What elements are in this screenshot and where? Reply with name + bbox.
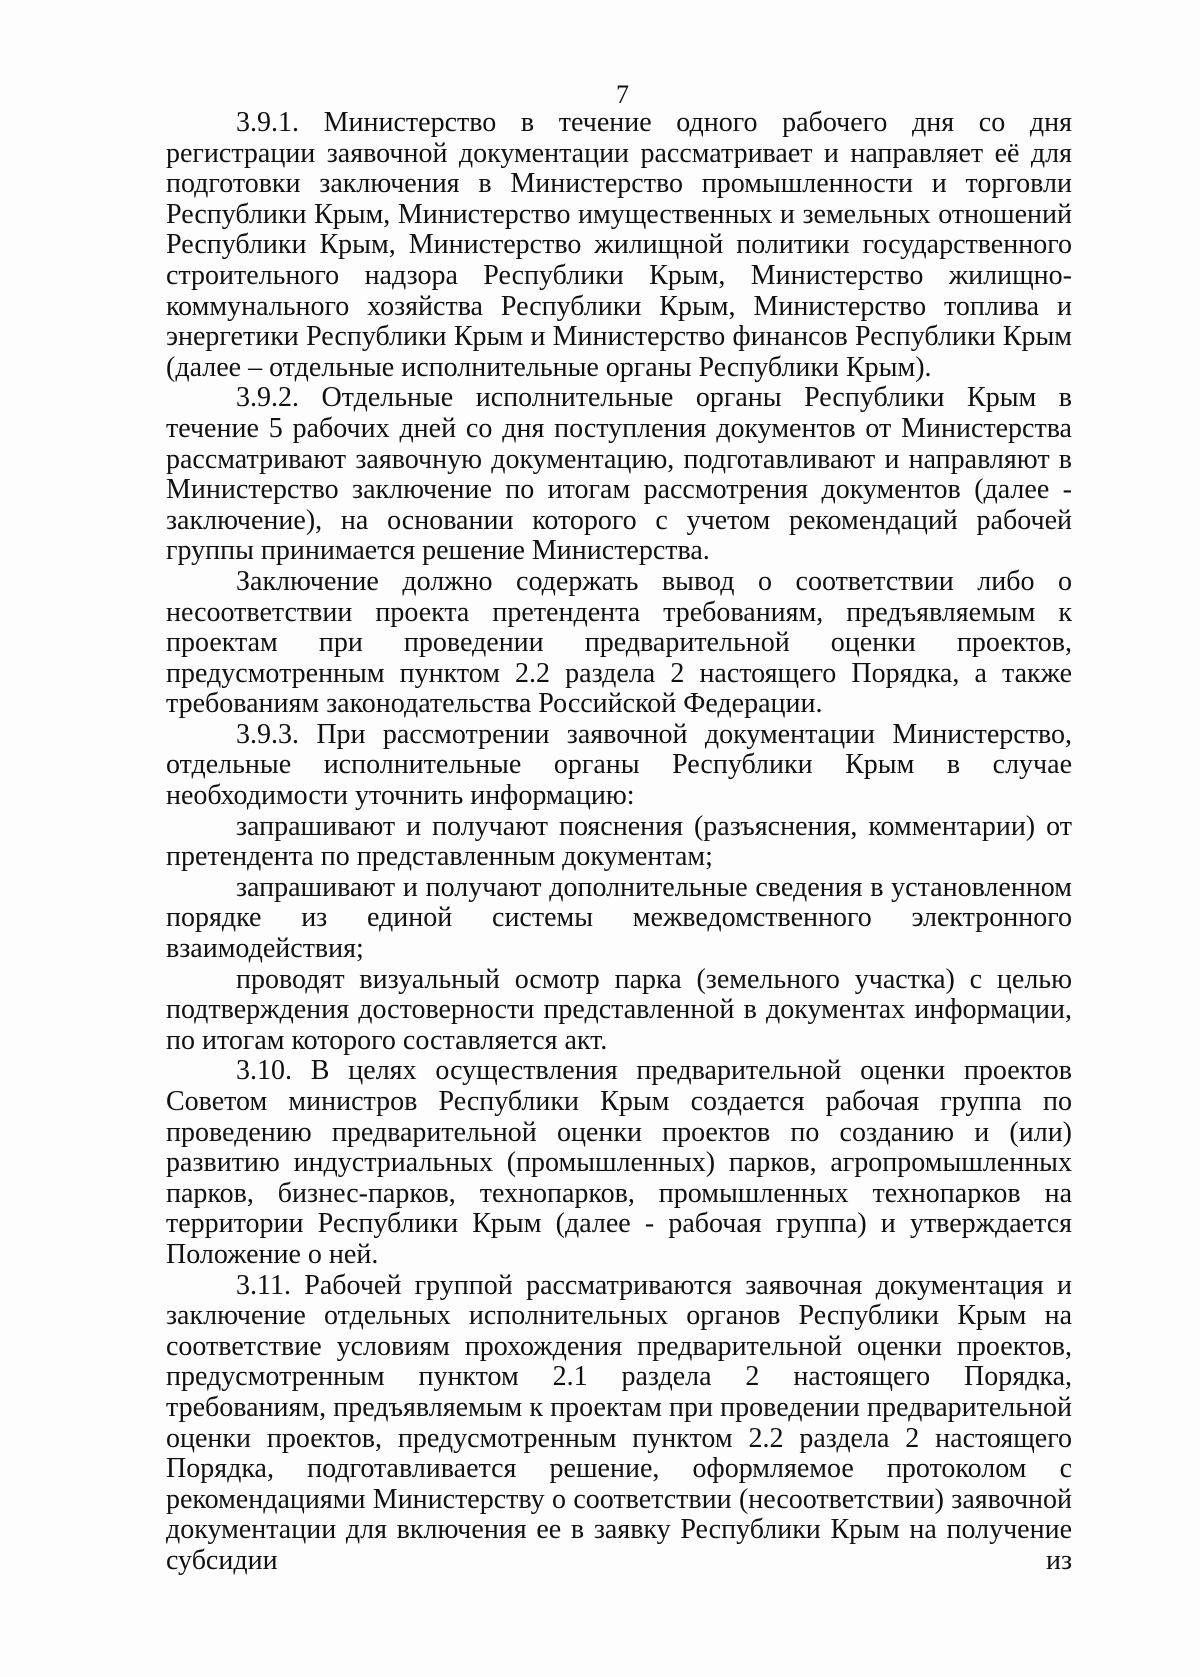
paragraph-3-9-3: 3.9.3. При рассмотрении заявочной документации Министерство, отдельные исполнительные органы Республики Крым в случае необходимости уточнить информацию: (166, 718, 1072, 812)
paragraph-3-10: 3.10. В целях осуществления предварительной оценки проектов Советом министров Республики Крым создается рабочая группа по проведению предварительной оценки проектов по созданию и (или) развитию индустриальных (промышленных) парков, агропромышленных парков, бизнес-парков, технопарков, промышленных технопарков на территории Республики Крым (далее - рабочая группа) и утверждается Положение о ней. (166, 1055, 1072, 1270)
paragraph-conclusion-requirements: Заключение должно содержать вывод о соответствии либо о несоответствии проекта претендента требованиям, предъявляемым к проектам при проведении предварительной оценки проектов, предусмотренным пунктом 2.2 раздела 2 настоящего Порядка, а также требованиям законодательства Российской Федерации. (166, 565, 1072, 720)
document-body (166, 108, 1072, 1577)
paragraph-request-explanations: запрашивают и получают пояснения (разъяснения, комментарии) от претендента по представленным документам; (166, 810, 1072, 873)
paragraph-3-9-1: 3.9.1. Министерство в течение одного рабочего дня со дня регистрации заявочной документации рассматривает и направляет её для подготовки заключения в Министерство промышленности и торговли Республики Крым, Министерство имущественных и земельных отношений Республики Крым, Министерство жилищной политики государственного строительного надзора Республики Крым, Министерство жилищно-коммунального хозяйства Республики Крым, Министерство топлива и энергетики Республики Крым и Министерство финансов Республики Крым (далее – отдельные исполнительные органы Республики Крым). (166, 107, 1072, 383)
page-number: 7 (616, 80, 629, 109)
paragraph-3-11: 3.11. Рабочей группой рассматриваются заявочная документация и заключение отдельных исполнительных органов Республики Крым на соответствие условиям прохождения предварительной оценки проектов, предусмотренным пунктом 2.1 раздела 2 настоящего Порядка, требованиям, предъявляемым к проектам при проведении предварительной оценки проектов, предусмотренным пунктом 2.2 раздела 2 настоящего Порядка, подготавливается решение, оформляемое протоколом с рекомендациями Министерству о соответствии (несоответствии) заявочной документации для включения ее в заявку Республики Крым на получение субсидии из (166, 1269, 1072, 1576)
paragraph-request-additional-info: запрашивают и получают дополнительные сведения в установленном порядке из единой системы межведомственного электронного взаимодействия; (166, 871, 1072, 965)
paragraph-3-9-2: 3.9.2. Отдельные исполнительные органы Республики Крым в течение 5 рабочих дней со дня поступления документов от Министерства рассматривают заявочную документацию, подготавливают и направляют в Министерство заключение по итогам рассмотрения документов (далее - заключение), на основании которого с учетом рекомендаций рабочей группы принимается решение Министерства. (166, 382, 1072, 567)
paragraph-visual-inspection: проводят визуальный осмотр парка (земельного участка) с целью подтверждения достоверности представленной в документах информации, по итогам которого составляется акт. (166, 963, 1072, 1056)
